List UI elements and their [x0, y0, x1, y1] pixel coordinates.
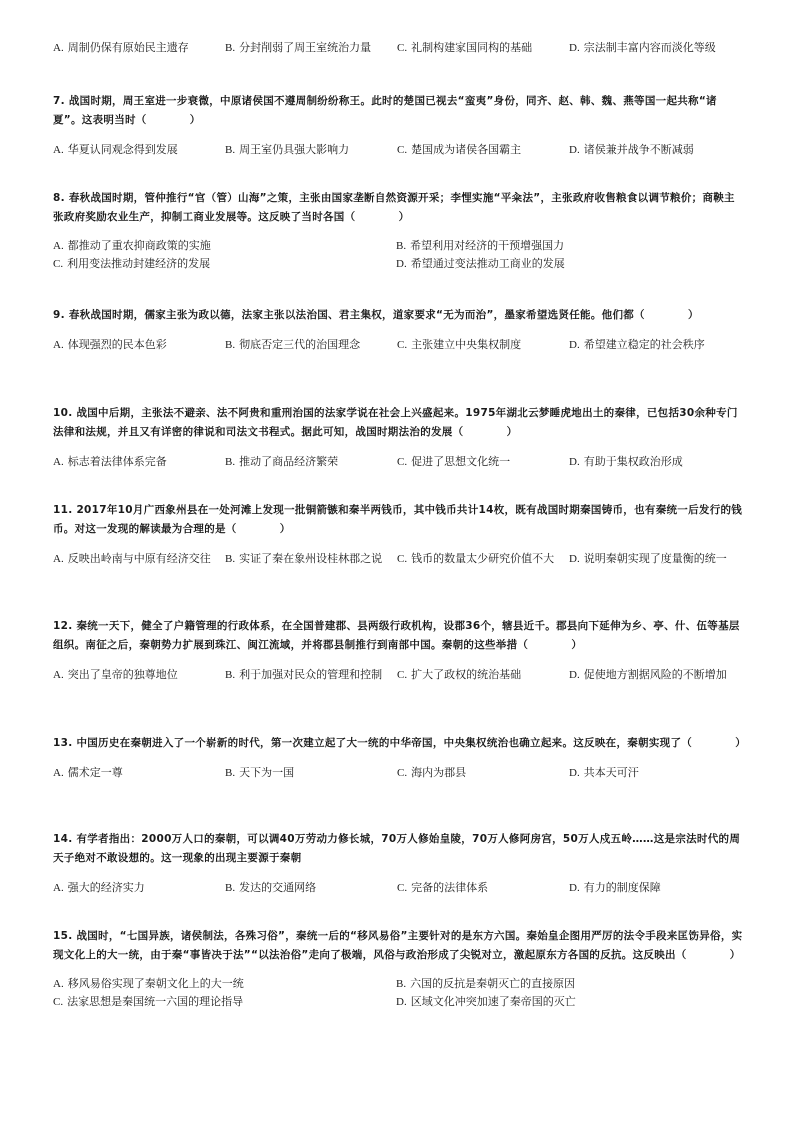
option-b[interactable]: B. 天下为一国: [225, 766, 295, 779]
options-row: [53, 335, 743, 355]
option-c[interactable]: C. 海内为郡县: [397, 766, 467, 779]
options-row: [53, 763, 743, 783]
question-stem: 9. 春秋战国时期，儒家主张为政以德，法家主张以法治国、君主集权，道家要求“无为而治”，墨家希望选贤任能。他们都（ ）: [53, 309, 699, 321]
option-b[interactable]: B. 实证了秦在象州设桂林郡之说: [225, 552, 383, 565]
option-d[interactable]: D. 促使地方割据风险的不断增加: [569, 668, 727, 681]
question-stem: 10. 战国中后期，主张法不避亲、法不阿贵和重刑治国的法家学说在社会上兴盛起来。1975年湖北云梦睡虎地出土的秦律，已包括30余种专门法律和法规，并且又有详密的律说和司法文书程式。据此可知，战国时期法治的发展（ ）: [53, 407, 738, 438]
option-c[interactable]: C. 促进了思想文化统一: [397, 455, 511, 468]
option-b[interactable]: B. 希望利用对经济的干预增强国力: [396, 239, 565, 252]
question-12: [53, 617, 743, 685]
question-10: [53, 404, 743, 472]
option-b[interactable]: B. 发达的交通网络: [225, 881, 317, 894]
option-d[interactable]: D. 有助于集权政治形成: [569, 455, 683, 468]
option-c[interactable]: C. 完备的法律体系: [397, 881, 489, 894]
question-stem: 8. 春秋战国时期，管仲推行“官（管）山海”之策，主张由国家垄断自然资源开采；李悝实施“平籴法”，主张政府收售粮食以调节粮价；商鞅主张政府奖励农业生产，抑制工商业发展等。这反映了当时各国（ ）: [53, 192, 735, 223]
question-stem: 12. 秦统一天下，健全了户籍管理的行政体系，在全国普建郡、县两级行政机构，设郡36个，辖县近千。郡县向下延伸为乡、亭、什、伍等基层组织。南征之后，秦朝势力扩展到珠江、闽江流域，并将郡县制推行到南部中国。秦朝的这些举措（ ）: [53, 620, 740, 651]
option-d[interactable]: D. 诸侯兼并战争不断减弱: [569, 143, 694, 156]
option-d[interactable]: D. 共本天可汗: [569, 766, 639, 779]
option-a[interactable]: A. 周制仍保有原始民主遗存: [53, 41, 189, 54]
option-c[interactable]: C. 楚国成为诸侯各国霸主: [397, 143, 522, 156]
option-c[interactable]: C. 钱币的数量太少研究价值不大: [397, 552, 555, 565]
option-c[interactable]: C. 主张建立中央集权制度: [397, 338, 522, 351]
question-15: [53, 927, 743, 1011]
option-c[interactable]: C. 利用变法推动封建经济的发展: [53, 257, 211, 270]
question-6: [53, 38, 743, 58]
options-grid: [53, 237, 743, 273]
options-row: [53, 665, 743, 685]
option-d[interactable]: D. 希望通过变法推动工商业的发展: [396, 257, 565, 270]
option-d[interactable]: D. 区域文化冲突加速了秦帝国的灭亡: [396, 995, 576, 1008]
question-14: [53, 830, 743, 898]
question-7: [53, 92, 743, 160]
question-stem: 13. 中国历史在秦朝进入了一个崭新的时代，第一次建立起了大一统的中华帝国，中央集权统治也确立起来。这反映在，秦朝实现了（ ）: [53, 737, 747, 749]
option-c[interactable]: C. 礼制构建家国同构的基础: [397, 41, 533, 54]
option-b[interactable]: B. 利于加强对民众的管理和控制: [225, 668, 383, 681]
option-a[interactable]: A. 反映出岭南与中原有经济交往: [53, 552, 211, 565]
option-a[interactable]: A. 移风易俗实现了秦朝文化上的大一统: [53, 977, 244, 990]
options-row: [53, 549, 743, 569]
question-stem: 15. 战国时，“七国异族，诸侯制法，各殊习俗”，秦统一后的“移风易俗”主要针对的是东方六国。秦始皇企图用严厉的法令手段来匡饬异俗，实现文化上的大一统，由于秦“事皆决于法”“以法治俗”走向了极端，风俗与政治形成了尖锐对立，激起原东方各国的反抗。这反映出（ ）: [53, 930, 743, 961]
option-c[interactable]: C. 扩大了政权的统治基础: [397, 668, 522, 681]
option-d[interactable]: D. 有力的制度保障: [569, 881, 661, 894]
option-d[interactable]: D. 宗法制丰富内容而淡化等级: [569, 41, 716, 54]
options-grid: [53, 975, 743, 1011]
option-b[interactable]: B. 彻底否定三代的治国理念: [225, 338, 361, 351]
question-9: [53, 306, 743, 355]
option-b[interactable]: B. 推动了商品经济繁荣: [225, 455, 339, 468]
option-a[interactable]: A. 华夏认同观念得到发展: [53, 143, 178, 156]
question-stem: 7. 战国时期，周王室进一步衰微，中原诸侯国不遵周制纷纷称王。此时的楚国已视去“蛮夷”身份，同齐、赵、韩、魏、燕等国一起共称“诸夏”。这表明当时（ ）: [53, 95, 717, 126]
option-a[interactable]: A. 儒术定一尊: [53, 766, 123, 779]
option-a[interactable]: A. 突出了皇帝的独尊地位: [53, 668, 178, 681]
question-stem: 11. 2017年10月广西象州县在一处河滩上发现一批铜箭镞和秦半两钱币，其中钱币共计14枚，既有战国时期秦国铸币，也有秦统一后发行的钱币。对这一发现的解读最为合理的是（ ）: [53, 504, 743, 535]
options-row: [53, 140, 743, 160]
option-a[interactable]: A. 体现强烈的民本色彩: [53, 338, 167, 351]
question-13: [53, 734, 747, 783]
option-d[interactable]: D. 希望建立稳定的社会秩序: [569, 338, 705, 351]
options-row: [53, 452, 743, 472]
option-a[interactable]: A. 标志着法律体系完备: [53, 455, 167, 468]
option-b[interactable]: B. 分封削弱了周王室统治力量: [225, 41, 372, 54]
question-8: [53, 189, 743, 273]
option-d[interactable]: D. 说明秦朝实现了度量衡的统一: [569, 552, 727, 565]
option-a[interactable]: A. 都推动了重农抑商政策的实施: [53, 239, 211, 252]
options-row: [53, 878, 743, 898]
option-b[interactable]: B. 周王室仍具强大影响力: [225, 143, 350, 156]
question-11: [53, 501, 743, 569]
option-a[interactable]: A. 强大的经济实力: [53, 881, 145, 894]
option-c[interactable]: C. 法家思想是秦国统一六国的理论指导: [53, 995, 244, 1008]
question-stem: 14. 有学者指出：2000万人口的秦朝，可以调40万劳动力修长城，70万人修始皇陵，70万人修阿房宫，50万人戍五岭……这是宗法时代的周天子绝对不敢设想的。这一现象的出现主要源于秦朝: [53, 833, 741, 864]
option-b[interactable]: B. 六国的反抗是秦朝灭亡的直接原因: [396, 977, 576, 990]
options-row: [53, 38, 743, 58]
